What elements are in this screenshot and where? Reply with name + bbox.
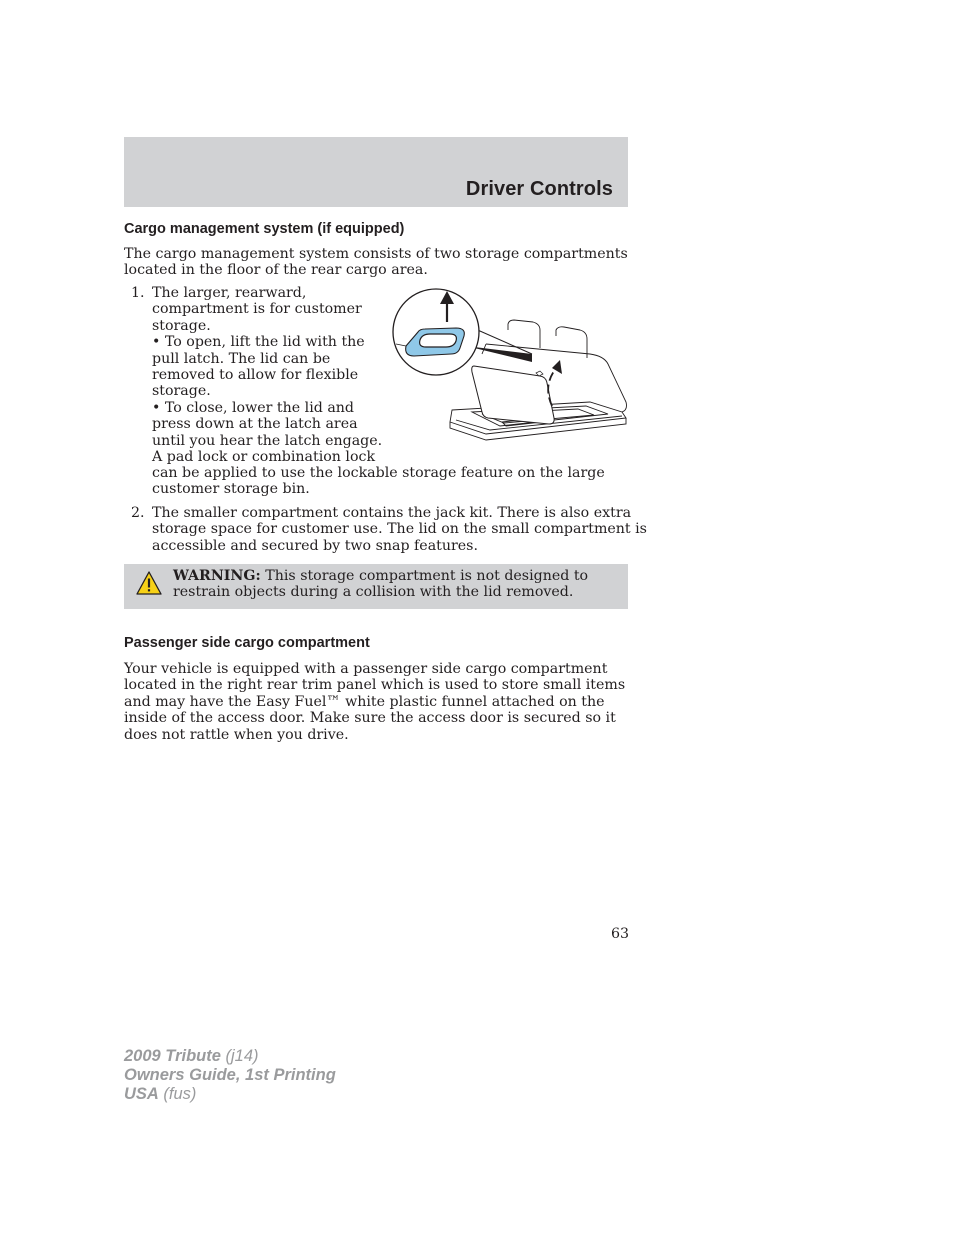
list-line: The larger, rearward,	[152, 285, 307, 301]
cargo-bin-illustration	[390, 284, 630, 454]
footer-code: (j14)	[220, 1047, 259, 1065]
list-line: can be applied to use the lockable storage feature on the large	[152, 465, 605, 481]
page-number: 63	[611, 926, 630, 942]
warning-triangle-icon	[136, 570, 162, 596]
warning-line: This storage compartment is not designed to	[260, 568, 589, 584]
intro-line: located in the floor of the rear cargo area.	[124, 262, 428, 279]
footer-market-code: (fus)	[158, 1085, 197, 1103]
list-line: removed to allow for flexible	[152, 367, 359, 384]
list-line: storage.	[152, 383, 211, 400]
paragraph-line: inside of the access door. Make sure the access door is secured so it	[124, 710, 616, 727]
intro-line: The cargo management system consists of two storage compartments	[124, 246, 628, 262]
list-number: 2.	[131, 505, 145, 521]
list-line: accessible and secured by two snap features.	[152, 537, 478, 554]
list-line: storage space for customer use. The lid on the small compartment is	[152, 521, 647, 538]
list-number: 1.	[131, 285, 145, 301]
list-line: • To close, lower the lid and	[152, 399, 355, 416]
header-band	[124, 137, 628, 207]
warning-label: WARNING:	[173, 568, 261, 584]
heading-cargo-management: Cargo management system (if equipped)	[124, 221, 405, 237]
heading-passenger-side-cargo: Passenger side cargo compartment	[124, 635, 370, 651]
footer-market: USA	[124, 1085, 159, 1103]
list-line: storage.	[152, 317, 211, 334]
paragraph-line: and may have the Easy Fuel™ white plastic funnel attached on the	[124, 693, 605, 710]
list-line: customer storage bin.	[152, 481, 310, 498]
paragraph-line: does not rattle when you drive.	[124, 726, 349, 743]
passenger-cargo-paragraph	[124, 661, 628, 743]
list-line: press down at the latch area	[152, 416, 358, 433]
section-title: Driver Controls	[465, 178, 613, 200]
list-line: until you hear the latch engage.	[152, 432, 383, 449]
intro-paragraph	[124, 246, 628, 279]
list-line: pull latch. The lid can be	[152, 350, 331, 367]
warning-box	[124, 564, 628, 609]
paragraph-line: Your vehicle is equipped with a passenger side cargo compartment	[124, 661, 608, 677]
list-item-1	[152, 285, 384, 465]
list-line: • To open, lift the lid with the	[152, 334, 365, 351]
list-item-2	[152, 505, 647, 554]
warning-line: restrain objects during a collision with the lid removed.	[173, 584, 574, 601]
list-line: A pad lock or combination lock	[152, 449, 376, 466]
list-line: compartment is for customer	[152, 301, 362, 318]
list-line: The smaller compartment contains the jack kit. There is also extra	[152, 505, 632, 521]
footer	[124, 1047, 336, 1104]
paragraph-line: located in the right rear trim panel which is used to store small items	[124, 677, 626, 694]
warning-text	[173, 568, 613, 601]
list-item-1-continued	[152, 465, 628, 498]
footer-printing: Owners Guide, 1st Printing	[124, 1066, 336, 1084]
footer-model: 2009 Tribute	[124, 1047, 221, 1065]
